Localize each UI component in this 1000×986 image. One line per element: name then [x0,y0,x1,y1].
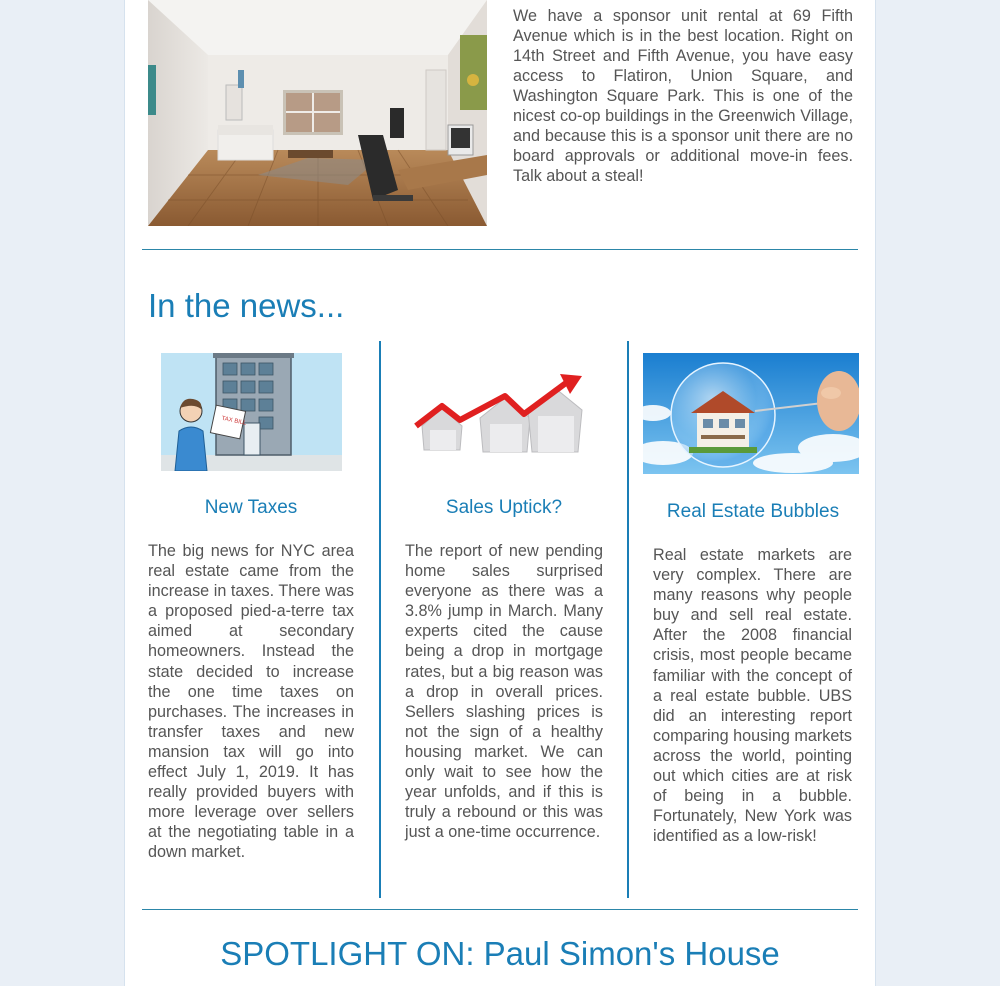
house-in-bubble-photo [643,353,859,474]
news-text-new-taxes: The big news for NYC area real estate came from the increase in taxes. There was a proposed pied-a-terre tax aimed at secondary homeowners. Instead the state decided to increase the one time taxes on purchases. The increases in transfer taxes and new mansion tax will go into effect July 1, 2019. It has really provided buyers with more leverage over sellers at the negotiating table in a down market. [148,542,354,862]
news-text-sales-uptick: The report of new pending home sales surprised everyone as there was a 3.8% jump in March. Many experts cited the cause being a drop in mortgage rates, but a big reason was a drop in overall prices. Sellers slashing prices is not the sign of a healthy housing market. We can only wait to see how the year unfolds, and if this is truly a rebound or this was just a one-time occurrence. [405,542,603,842]
news-section-heading: In the news... [148,287,345,324]
apartment-living-room-photo [148,0,487,226]
spotlight-heading: SPOTLIGHT ON: Paul Simon's House [220,935,780,972]
news-title-new-taxes: New Taxes [204,497,298,518]
container-left-border [124,0,125,986]
tax-bill-text: TAX BILL [220,415,247,427]
container-right-border [875,0,876,986]
intro-paragraph: We have a sponsor unit rental at 69 Fifth Avenue which is in the best location. Right on 14th Street and Fifth Avenue, you have easy access to Flatiron, Union Square, and Washington Square Park. This is one of the nicest co-op buildings in the Greenwich Village, and because this is a sponsor unit there are no board approvals or additional move-in fees. Talk about a steal! [513,7,853,185]
column-divider-2 [627,341,629,898]
section-divider-bottom [142,909,858,910]
news-title-real-estate-bubbles: Real Estate Bubbles [666,501,840,522]
news-title-sales-uptick: Sales Uptick? [445,497,563,518]
houses-rising-arrow-graphic [410,368,590,460]
news-text-real-estate-bubbles: Real estate markets are very complex. There are many reasons why people buy and sell real estate. After the 2008 financial crisis, most people became familiar with the concept of a real estate bubble. UBS did an interesting report comparing housing markets across the world, pointing out which cities are at risk of being in a bubble. Fortunately, New York was identified as a low-risk! [653,546,852,846]
section-divider-top [142,249,858,250]
column-divider-1 [379,341,381,898]
tax-bill-illustration [161,353,342,471]
